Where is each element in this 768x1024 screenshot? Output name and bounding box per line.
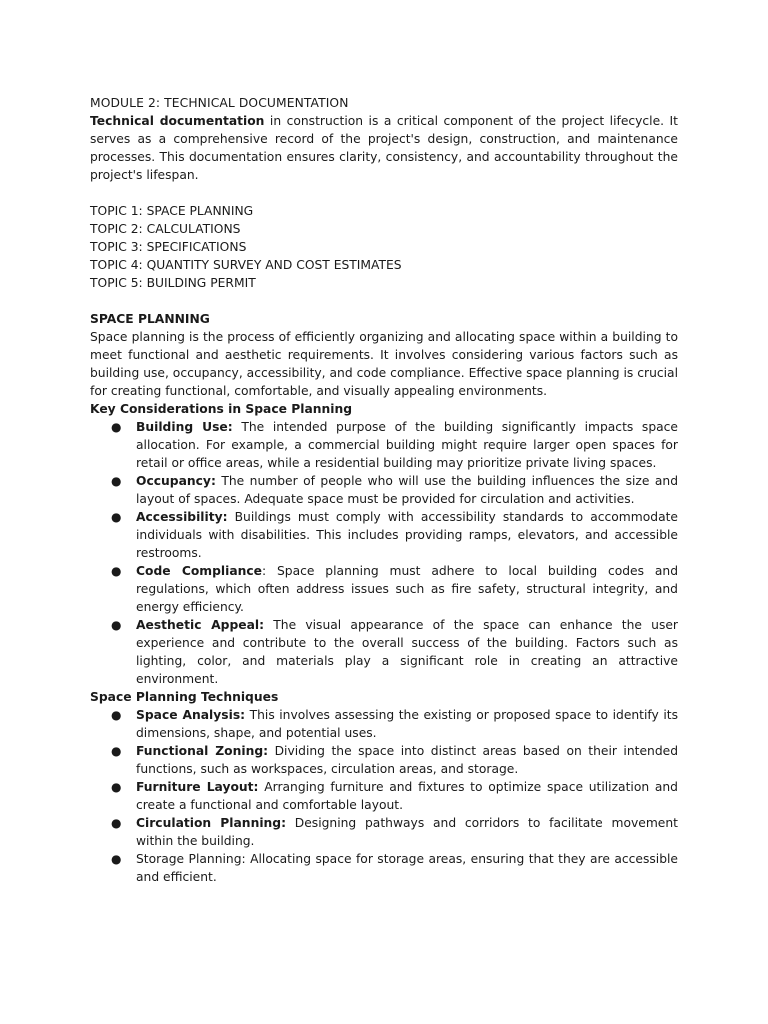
list-item-term: Accessibility: [136, 510, 228, 524]
list-item-text: Dividing the space into distinct areas based on their intended functions, such as workspaces, circulation areas, and storage. [136, 744, 678, 776]
spacer [90, 292, 678, 310]
list-item-term: Space Analysis: [136, 708, 246, 722]
spacer [90, 184, 678, 202]
intro-paragraph [90, 112, 678, 184]
space-planning-paragraph: Space planning is the process of efficiently organizing and allocating space within a building to meet functional and aesthetic requirements. It involves considering various factors such as building use, occupancy, accessibility, and code compliance. Effective space planning is crucial for creating functional, comfortable, and visually appealing environments. [90, 330, 678, 398]
list-item-text: Arranging furniture and fixtures to optimize space utilization and create a functional and comfortable layout. [136, 780, 678, 812]
list-item-term: Circulation Planning: [136, 816, 287, 830]
list-item [111, 472, 678, 508]
bullet-icon: ● [111, 474, 122, 488]
list-item-term: Functional Zoning: [136, 744, 269, 758]
topic-item: TOPIC 4: QUANTITY SURVEY AND COST ESTIMATES [90, 258, 402, 272]
bullet-icon: ● [111, 744, 122, 758]
bullet-icon: ● [111, 816, 122, 830]
list-item-text: The intended purpose of the building significantly impacts space allocation. For example, a commercial building might require larger open spaces for retail or office areas, while a residential building may prioritize private living spaces. [136, 420, 678, 470]
bullet-icon: ● [111, 420, 122, 434]
topic-item: TOPIC 1: SPACE PLANNING [90, 204, 254, 218]
bullet-icon: ● [111, 618, 122, 632]
list-item [111, 814, 678, 850]
list-item-text: Storage Planning: Allocating space for storage areas, ensuring that they are accessible and efficient. [136, 852, 678, 884]
list-item-text: The visual appearance of the space can enhance the user experience and contribute to the overall success of the building. Factors such as lighting, color, and materials play a significant role in creating an attractive environment. [136, 618, 678, 686]
list-item-text: Buildings must comply with accessibility standards to accommodate individuals with disabilities. This includes providing ramps, elevators, and accessible restrooms. [136, 510, 678, 560]
topic-list [90, 202, 678, 292]
list-item-term: Building Use: [136, 420, 233, 434]
section-title: SPACE PLANNING [90, 312, 210, 326]
topic-item: TOPIC 5: BUILDING PERMIT [90, 276, 256, 290]
list-item [111, 742, 678, 778]
topic-item: TOPIC 3: SPECIFICATIONS [90, 240, 247, 254]
list-item-text: The number of people who will use the building influences the size and layout of spaces. Adequate space must be provided for circulation and activities. [136, 474, 678, 506]
bullet-icon: ● [111, 852, 122, 866]
bullet-icon: ● [111, 510, 122, 524]
list-item-term: Aesthetic Appeal: [136, 618, 265, 632]
list-item-text: : Space planning must adhere to local building codes and regulations, which often address issues such as fire safety, structural integrity, and energy efficiency. [136, 564, 678, 614]
module-title: MODULE 2: TECHNICAL DOCUMENTATION [90, 96, 349, 110]
considerations-list [90, 418, 678, 688]
list-item [111, 562, 678, 616]
intro-term: Technical documentation [90, 114, 265, 128]
considerations-heading: Key Considerations in Space Planning [90, 402, 353, 416]
topic-item: TOPIC 2: CALCULATIONS [90, 222, 241, 236]
bullet-icon: ● [111, 708, 122, 722]
techniques-heading: Space Planning Techniques [90, 690, 279, 704]
list-item [111, 418, 678, 472]
list-item [111, 850, 678, 886]
list-item [111, 616, 678, 688]
list-item-term: Code Compliance [136, 564, 263, 578]
list-item-text: This involves assessing the existing or proposed space to identify its dimensions, shape, and potential uses. [136, 708, 678, 740]
bullet-icon: ● [111, 780, 122, 794]
list-item-term: Occupancy: [136, 474, 216, 488]
list-item [111, 706, 678, 742]
list-item [111, 778, 678, 814]
intro-text: in construction is a critical component of the project lifecycle. It serves as a comprehensive record of the project's design, construction, and maintenance processes. This documentation ensures clarity, consistency, and accountability throughout the project's lifespan. [90, 114, 678, 182]
techniques-list [90, 706, 678, 886]
list-item [111, 508, 678, 562]
bullet-icon: ● [111, 564, 122, 578]
list-item-text: Designing pathways and corridors to facilitate movement within the building. [136, 816, 678, 848]
list-item-term: Furniture Layout: [136, 780, 259, 794]
